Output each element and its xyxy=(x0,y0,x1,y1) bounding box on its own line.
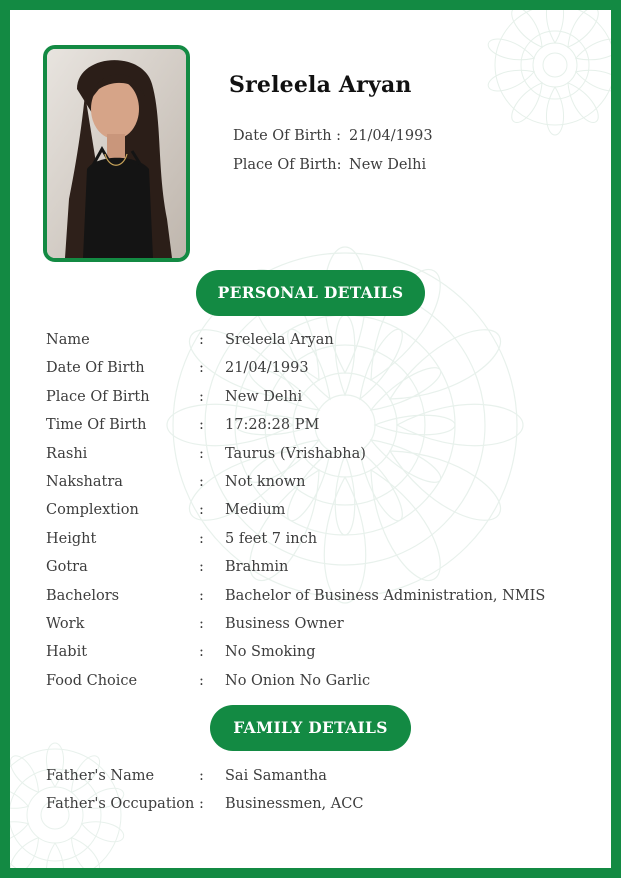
separator: : xyxy=(199,615,204,632)
detail-label: Rashi xyxy=(46,445,88,462)
mandala-top-right-decoration xyxy=(480,0,621,140)
header-dob-value: 21/04/1993 xyxy=(349,128,433,144)
mandala-petal xyxy=(6,833,46,878)
detail-label: Father's Name xyxy=(46,768,155,784)
detail-value: Brahmin xyxy=(225,559,289,576)
detail-label: Date Of Birth xyxy=(46,360,145,377)
mandala-petal xyxy=(561,78,603,127)
detail-label: Place Of Birth xyxy=(46,388,150,405)
detail-label: Name xyxy=(46,332,90,348)
detail-value: 17:28:28 PM xyxy=(225,417,320,434)
mandala-petal xyxy=(397,404,523,445)
detail-value: Medium xyxy=(225,502,286,519)
mandala-petal xyxy=(573,35,621,66)
mandala-petal xyxy=(546,87,563,135)
header-pob-value: New Delhi xyxy=(349,157,427,173)
separator: : xyxy=(199,332,204,348)
separator: : xyxy=(199,445,204,462)
mandala-petal xyxy=(0,816,31,846)
detail-value: 5 feet 7 inch xyxy=(225,530,318,547)
detail-value: 21/04/1993 xyxy=(225,360,309,377)
separator: : xyxy=(199,768,204,784)
header-dob-label: Date Of Birth : xyxy=(233,128,342,144)
mandala-petal xyxy=(507,3,549,52)
detail-label: Bachelors xyxy=(46,587,120,604)
separator: : xyxy=(199,672,204,689)
mandala-petal xyxy=(353,460,452,590)
mandala-petal xyxy=(486,35,537,66)
detail-label: Complextion xyxy=(46,502,139,519)
separator: : xyxy=(199,559,204,576)
family-details-heading: FAMILY DETAILS xyxy=(210,705,411,751)
detail-value: Business Owner xyxy=(225,615,344,632)
mandala-petal xyxy=(0,785,31,815)
separator: : xyxy=(199,502,204,519)
profile-photo xyxy=(43,45,190,262)
header-pob-row xyxy=(233,157,426,173)
mandala-petal xyxy=(380,318,510,417)
mandala-petal xyxy=(380,433,510,532)
detail-label: Nakshatra xyxy=(46,473,123,490)
header-pob-label: Place Of Birth: xyxy=(233,157,342,173)
mandala-petal xyxy=(546,0,563,43)
detail-value: Sreleela Aryan xyxy=(225,332,334,348)
detail-label: Height xyxy=(46,530,97,547)
separator: : xyxy=(199,473,204,490)
separator: : xyxy=(199,530,204,547)
separator: : xyxy=(199,587,204,604)
detail-value: No Onion No Garlic xyxy=(225,672,371,689)
mandala-petal xyxy=(79,816,126,846)
separator: : xyxy=(199,644,204,661)
separator: : xyxy=(199,417,204,434)
separator: : xyxy=(199,360,204,377)
header-dob-row xyxy=(233,128,433,144)
detail-value: Bachelor of Business Administration, NMIS xyxy=(225,587,546,604)
mandala-petal xyxy=(335,315,354,395)
mandala-petal xyxy=(46,843,63,878)
profile-name-title: Sreleela Aryan xyxy=(229,72,412,98)
detail-value: New Delhi xyxy=(225,388,303,405)
mandala-petal xyxy=(366,362,445,419)
mandala-petal xyxy=(573,64,621,95)
mandala-petal xyxy=(65,833,105,878)
detail-value: Businessmen, ACC xyxy=(225,796,364,813)
detail-label: Gotra xyxy=(46,559,88,576)
detail-value: No Smoking xyxy=(225,644,316,661)
detail-label: Time Of Birth xyxy=(46,417,147,434)
detail-label: Habit xyxy=(46,644,88,661)
separator: : xyxy=(199,388,204,405)
mandala-petal xyxy=(486,64,537,95)
mandala-petal xyxy=(507,78,549,127)
mandala-petal xyxy=(561,3,603,52)
detail-value: Sai Samantha xyxy=(225,768,327,784)
detail-value: Taurus (Vrishabha) xyxy=(225,445,366,462)
mandala-petal xyxy=(366,432,445,489)
mandala-petal xyxy=(6,752,46,798)
detail-label: Father's Occupation xyxy=(46,796,195,813)
personal-details-heading: PERSONAL DETAILS xyxy=(196,270,425,316)
separator: : xyxy=(199,796,204,813)
mandala-petal xyxy=(352,325,409,404)
mandala-petal xyxy=(375,415,455,434)
detail-value: Not known xyxy=(225,473,306,490)
detail-label: Work xyxy=(46,615,85,632)
detail-label: Food Choice xyxy=(46,672,138,689)
portrait-illustration xyxy=(47,49,186,258)
